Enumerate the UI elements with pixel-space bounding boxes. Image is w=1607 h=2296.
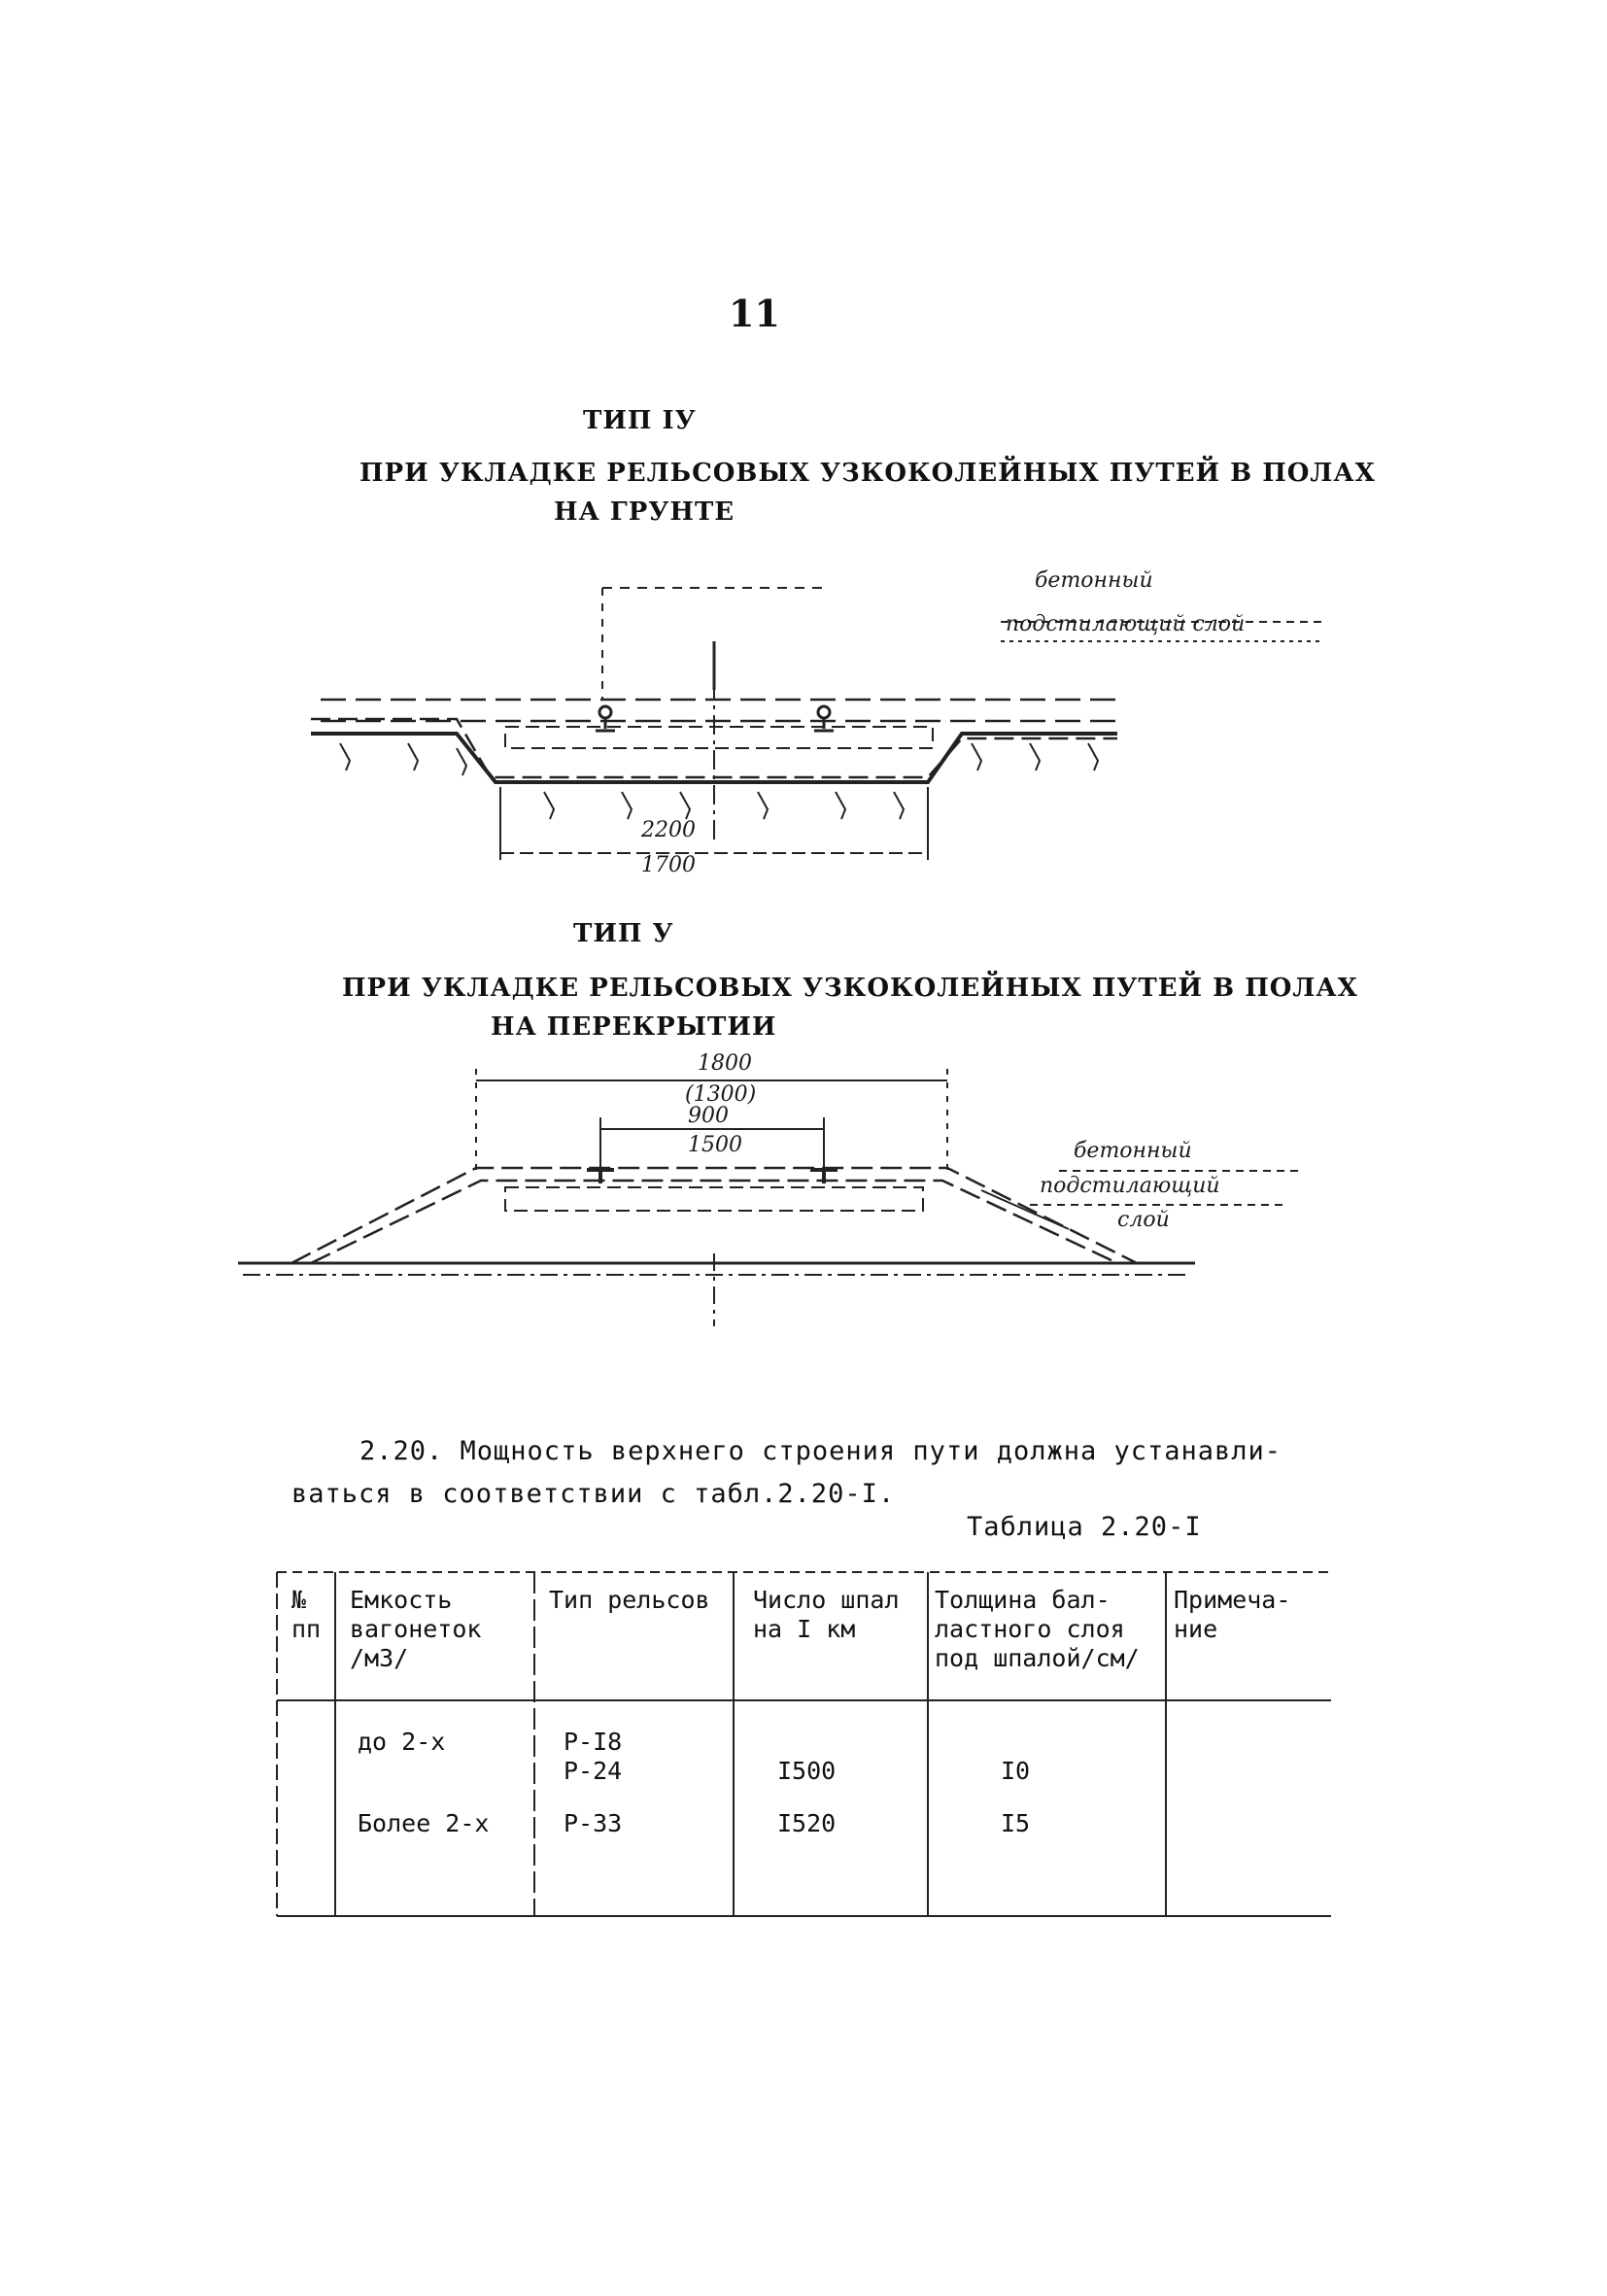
table-header-sleepers: Число шпал на I км — [753, 1586, 900, 1643]
table-header-note: Примеча- ние — [1174, 1586, 1291, 1643]
table-cell-sleepers: I500 — [777, 1757, 837, 1785]
figure-v-layer-label-1: бетонный — [1074, 1139, 1192, 1163]
figure-iv-caption-line1: ПРИ УКЛАДКЕ РЕЛЬСОВЫХ УЗКОКОЛЕЙНЫХ ПУТЕЙ В ПОЛАХ — [359, 459, 1376, 488]
table-cell-rails: Р-I8 Р-24 — [564, 1728, 623, 1785]
paragraph-line-1: 2.20. Мощность верхнего строения пути должна устанавли- — [359, 1436, 1282, 1466]
table-header-thickness: Толщина бал- ластного слоя под шпалой/см/ — [935, 1586, 1140, 1672]
table-cell-thickness: I0 — [1001, 1757, 1031, 1785]
figure-iv-layer-label-2: подстилающий слой — [1006, 612, 1246, 636]
figure-v-layer-label-3: слой — [1117, 1208, 1170, 1232]
table-cell-thickness: I5 — [1001, 1809, 1031, 1837]
figure-v-caption-line2: НА ПЕРЕКРЫТИИ — [491, 1012, 777, 1042]
figure-v-dimension-outer-alt: (1300) — [685, 1082, 757, 1107]
table-cell-rails: Р-33 — [564, 1809, 623, 1837]
table-caption: Таблица 2.20-I — [967, 1512, 1202, 1542]
figure-iv-layer-label-1: бетонный — [1035, 568, 1153, 593]
table-cell-sleepers: I520 — [777, 1809, 837, 1837]
figure-v-dimension-outer: 1800 — [698, 1051, 752, 1076]
table-cell-capacity: Более 2-х — [358, 1809, 490, 1837]
figure-iv-caption-line2: НА ГРУНТЕ — [554, 497, 735, 527]
page-number: 11 — [729, 291, 780, 335]
paragraph-line-2: ваться в соответствии с табл.2.20-I. — [291, 1479, 896, 1509]
figure-v-type-label: ТИП У — [573, 919, 674, 948]
table-header-capacity: Емкость вагонеток /м3/ — [350, 1586, 482, 1672]
table-cell-capacity: до 2-х — [358, 1728, 446, 1756]
figure-v-caption-line1: ПРИ УКЛАДКЕ РЕЛЬСОВЫХ УЗКОКОЛЕЙНЫХ ПУТЕЙ В ПОЛАХ — [342, 974, 1358, 1003]
figure-iv-type-label: ТИП IУ — [583, 406, 697, 435]
table-header-number: № пп — [291, 1586, 322, 1643]
figure-iv-dimension-top: 2200 — [641, 818, 696, 842]
figure-v-layer-label-2: подстилающий — [1040, 1174, 1220, 1198]
table-header-rails: Тип рельсов — [549, 1586, 710, 1614]
figure-v-dimension-inner-alt: 1500 — [688, 1133, 742, 1157]
figure-v-dimension-inner: 900 — [688, 1104, 729, 1128]
figure-iv-dimension-bottom: 1700 — [641, 853, 696, 877]
